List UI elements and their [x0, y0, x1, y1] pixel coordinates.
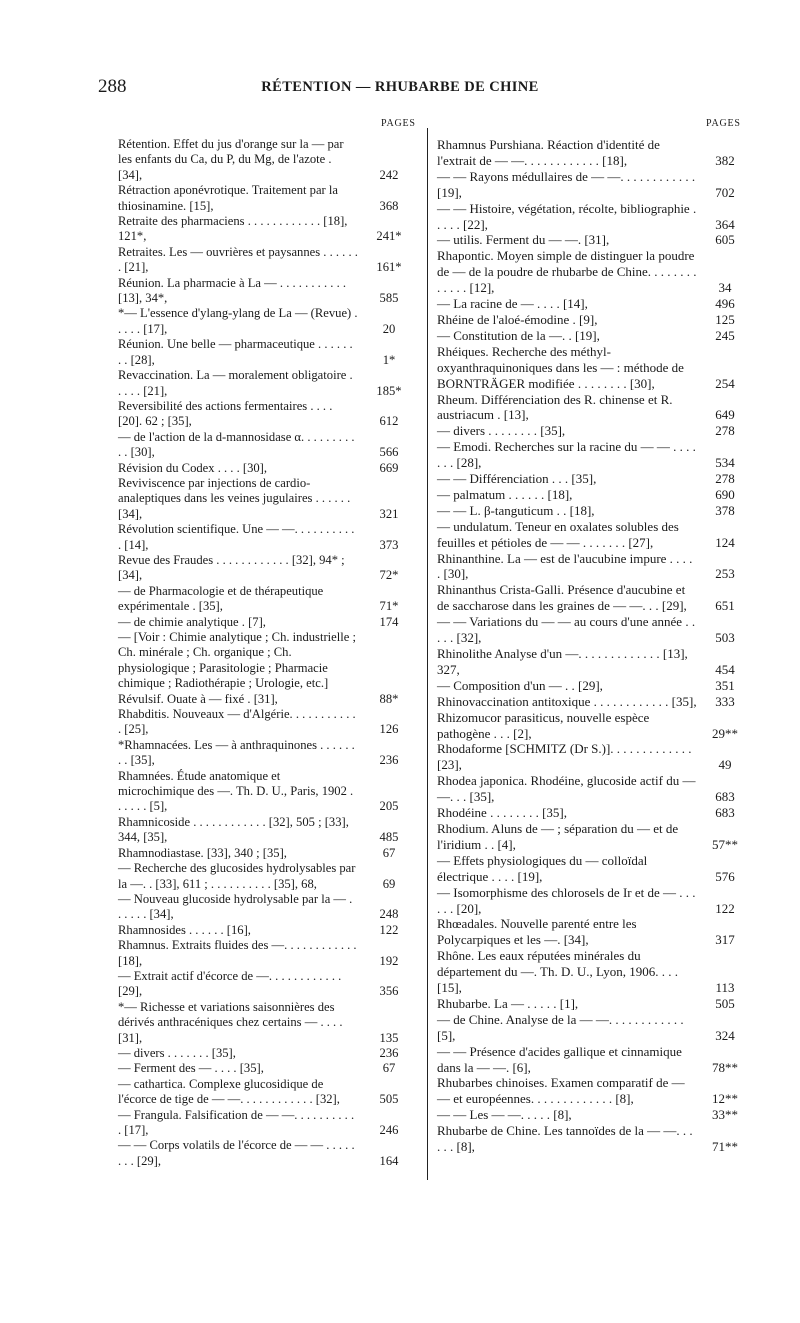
entry-page: 683: [715, 805, 735, 821]
entry-text: Reviviscence par injections de cardio-analeptiques dans les veines jugulaires . . . . . . [34],: [118, 475, 351, 521]
index-entry: [118, 337, 414, 368]
index-entry: [118, 1000, 414, 1046]
entry-text: Révision du Codex . . . . [30],: [118, 460, 268, 475]
entry-page: 454: [715, 661, 735, 677]
entry-text: Rhubarbes chinoises. Examen comparatif de — — et européennes. . . . . . . . . . . . . [8],: [437, 1075, 685, 1107]
index-entry: [437, 392, 747, 424]
index-entry: [118, 938, 414, 969]
entry-page: 253: [715, 566, 735, 582]
entry-text: Rhinanthus Crista-Galli. Présence d'aucubine et de saccharose dans les graines de — —. . . [29],: [437, 582, 687, 614]
entry-text: *— Richesse et variations saisonnières des dérivés anthracéniques chez certains — . . . . [31],: [118, 999, 343, 1045]
entry-page: 33**: [712, 1107, 738, 1123]
entry-text: Revaccination. La — moralement obligatoire . . . . . [21],: [118, 368, 353, 398]
index-entry: [118, 769, 414, 815]
entry-text: Rhéiques. Recherche des méthyl-oxyanthraquinoniques dans les — : méthode de BORNTRÄGER modifiée . . . . . . . . [30],: [437, 343, 684, 391]
entry-text: — Constitution de la —. . [19],: [437, 327, 600, 343]
entry-text: Rhodium. Aluns de — ; séparation du — et de l'iridium . . [4],: [437, 820, 679, 852]
right-column: [437, 137, 747, 1155]
entry-page: 1*: [382, 352, 396, 367]
entry-text: Rhizomucor parasiticus, nouvelle espèce pathogène . . . [2],: [437, 709, 650, 741]
entry-page: 690: [715, 486, 735, 502]
index-entry: [118, 584, 414, 615]
entry-page: 236: [379, 1045, 399, 1060]
entry-page: 605: [715, 232, 735, 248]
entry-text: Rétraction aponévrotique. Traitement par la thiosinamine. [15],: [118, 183, 338, 213]
index-entry: [437, 582, 747, 614]
index-entry: [118, 183, 414, 214]
entry-page: 585: [379, 291, 399, 306]
entry-text: — — Les — —. . . . . [8],: [437, 1107, 572, 1123]
entry-text: Rhône. Les eaux réputées minérales du département du —. Th. D. U., Lyon, 1906. . . . [15],: [437, 948, 678, 996]
entry-page: 368: [379, 198, 399, 213]
index-entry: [118, 969, 414, 1000]
index-entry: [437, 344, 747, 392]
index-entry: [437, 1075, 747, 1107]
entry-text: Rhamnus Purshiana. Réaction d'identité de l'extrait de — —. . . . . . . . . . . . [18],: [437, 137, 660, 168]
entry-page: 67: [382, 845, 396, 860]
index-entry: [437, 137, 747, 169]
entry-page: 496: [715, 296, 735, 312]
entry-text: Rhinolithe Analyse d'un —. . . . . . . . . . . . . [13], 327,: [437, 646, 688, 677]
index-entry: [437, 710, 747, 742]
entry-page: 242: [379, 167, 399, 182]
pages-label-left: PAGES: [381, 118, 416, 129]
entry-text: — cathartica. Complexe glucosidique de l'écorce de tige de — —. . . . . . . . . . . . [32],: [118, 1076, 340, 1107]
entry-text: Retraites. Les — ouvrières et paysannes . . . . . . . [21],: [118, 244, 358, 275]
entry-text: Rétention. Effet du jus d'orange sur la — par les enfants du Ca, du P, du Mg, de l'azote . [34],: [118, 137, 344, 182]
entry-text: Rhubarbe de Chine. Les tannoïdes de la — —. . . . . . [8],: [437, 1123, 693, 1155]
entry-page: 485: [379, 830, 399, 845]
entry-page: 185*: [376, 383, 402, 398]
entry-page: 122: [379, 922, 399, 937]
entry-text: — — L. β-tanguticum . . [18],: [437, 502, 595, 518]
entry-page: 505: [379, 1092, 399, 1107]
index-entry: [118, 815, 414, 846]
entry-page: 245: [715, 327, 735, 343]
index-entry: [437, 821, 747, 853]
entry-text: Rhodaforme [SCHMITZ (Dr S.)]. . . . . . . . . . . . . [23],: [437, 741, 692, 773]
index-entry: [118, 137, 414, 183]
entry-page: 612: [379, 414, 399, 429]
entry-text: — divers . . . . . . . [35],: [118, 1045, 236, 1060]
index-entry: [118, 1061, 414, 1076]
entry-text: — de Pharmacologie et de thérapeutique expérimentale . [35],: [118, 583, 324, 614]
entry-text: — Isomorphisme des chlorosels de Ir et de — . . . . . . [20],: [437, 884, 696, 916]
entry-page: 122: [715, 900, 735, 916]
entry-text: Réunion. Une belle — pharmaceutique . . . . . . . . [28],: [118, 337, 353, 367]
index-entry: [437, 519, 747, 551]
entry-page: 669: [379, 460, 399, 475]
entry-page: 174: [379, 614, 399, 629]
page-number: 288: [98, 76, 127, 97]
entry-page: 78**: [712, 1059, 738, 1075]
entry-page: 124: [715, 534, 735, 550]
entry-text: — divers . . . . . . . . [35],: [437, 423, 566, 439]
index-entry: [118, 522, 414, 553]
entry-text: — Extrait actif d'écorce de —. . . . . . . . . . . . [29],: [118, 968, 342, 999]
index-entry: [118, 368, 414, 399]
entry-page: 378: [715, 502, 735, 518]
entry-page: 69: [382, 876, 396, 891]
entry-page: 236: [379, 753, 399, 768]
entry-text: Rhamnodiastase. [33], 340 ; [35],: [118, 845, 287, 860]
entry-page: 382: [715, 152, 735, 168]
entry-text: Rheum. Différenciation des R. chinense et R. austriacum . [13],: [437, 391, 673, 423]
entry-page: 373: [379, 537, 399, 552]
index-entry: [118, 461, 414, 476]
index-entry: [437, 741, 747, 773]
index-entry: [118, 892, 414, 923]
entry-text: — Nouveau glucoside hydrolysable par la — . . . . . . [34],: [118, 891, 353, 922]
index-entry: [437, 614, 747, 646]
entry-text: — — Histoire, végétation, récolte, bibliographie . . . . . [22],: [437, 200, 697, 232]
entry-page: 324: [715, 1027, 735, 1043]
index-entry: [437, 471, 747, 487]
index-entry: [437, 948, 747, 996]
entry-page: 164: [379, 1153, 399, 1168]
entry-text: — Ferment des — . . . . [35],: [118, 1061, 264, 1076]
entry-page: 317: [715, 932, 735, 948]
index-entry: [437, 805, 747, 821]
index-entry: [437, 853, 747, 885]
entry-text: Réunion. La pharmacie à La — . . . . . . . . . . . [13], 34*,: [118, 275, 347, 306]
entry-text: — — Présence d'acides gallique et cinnamique dans la — —. [6],: [437, 1043, 682, 1075]
index-entry: [437, 503, 747, 519]
index-entry: [118, 245, 414, 276]
entry-text: — Emodi. Recherches sur la racine du — — . . . . . . . [28],: [437, 439, 696, 471]
index-entry: [118, 399, 414, 430]
index-entry: [437, 996, 747, 1012]
entry-page: 71*: [379, 599, 399, 614]
index-entry: [437, 312, 747, 328]
entry-text: Rhodéine . . . . . . . . [35],: [437, 805, 567, 821]
entry-page: 576: [715, 868, 735, 884]
entry-page: 113: [715, 980, 735, 996]
entry-page: 34: [718, 280, 732, 296]
pages-label-right: PAGES: [706, 118, 741, 129]
index-entry: [118, 1077, 414, 1108]
index-entry: [437, 328, 747, 344]
index-entry: [437, 1044, 747, 1076]
index-entry: [437, 916, 747, 948]
entry-page: 246: [379, 1123, 399, 1137]
entry-page: 126: [379, 722, 399, 737]
entry-page: 333: [715, 693, 735, 709]
entry-text: *Rhamnacées. Les — à anthraquinones . . . . . . . . [35],: [118, 737, 355, 768]
index-entry: [118, 1138, 414, 1169]
entry-text: Rhamnicoside . . . . . . . . . . . . [32], 505 ; [33], 344, [35],: [118, 814, 349, 845]
entry-text: Reversibilité des actions fermentaires . . . . [20]. 62 ; [35],: [118, 398, 333, 429]
index-entry: [437, 678, 747, 694]
entry-page: 192: [379, 953, 399, 968]
entry-page: 566: [379, 445, 399, 460]
entry-page: 356: [379, 984, 399, 999]
entry-page: 71**: [712, 1139, 738, 1155]
entry-page: 702: [715, 184, 735, 200]
entry-page: 278: [715, 423, 735, 439]
index-entry: [437, 439, 747, 471]
entry-text: Rhinovaccination antitoxique . . . . . . . . . . . . [35],: [437, 693, 697, 709]
entry-page: 534: [715, 455, 735, 471]
entry-text: Rhéine de l'aloé-émodine . [9],: [437, 311, 598, 327]
column-divider: [427, 128, 428, 1180]
index-entry: [118, 1108, 414, 1139]
running-title: RÉTENTION — RHUBARBE DE CHINE: [261, 79, 539, 95]
index-entry: [437, 1123, 747, 1155]
entry-text: Rhodea japonica. Rhodéine, glucoside actif du — —. . . [35],: [437, 773, 696, 805]
entry-text: — La racine de — . . . . [14],: [437, 296, 588, 312]
entry-page: 49: [718, 757, 732, 773]
entry-page: 254: [715, 375, 735, 391]
index-entry: [437, 423, 747, 439]
entry-page: 248: [379, 907, 399, 922]
entry-text: Rhœadales. Nouvelle parenté entre les Polycarpiques et les —. [34],: [437, 916, 637, 948]
entry-page: 278: [715, 471, 735, 487]
entry-text: — utilis. Ferment du — —. [31],: [437, 232, 610, 248]
entry-text: Rhinanthine. La — est de l'aucubine impure . . . . . [30],: [437, 550, 693, 582]
entry-page: 503: [715, 630, 735, 646]
index-entry: [118, 707, 414, 738]
entry-text: — Frangula. Falsification de — —. . . . . . . . . . . [17],: [118, 1107, 355, 1137]
index-entry: [437, 646, 747, 678]
index-entry: [437, 201, 747, 233]
entry-page: 649: [715, 407, 735, 423]
entry-page: 321: [379, 506, 399, 521]
entry-text: — de l'action de la d-mannosidase α. . . . . . . . . . . [30],: [118, 429, 355, 460]
entry-page: 29**: [712, 725, 738, 741]
entry-page: 205: [379, 799, 399, 814]
entry-page: 20: [382, 321, 396, 336]
page-header: [0, 76, 800, 100]
entry-text: — Composition d'un — . . [29],: [437, 677, 603, 693]
index-entry: [437, 169, 747, 201]
entry-text: — [Voir : Chimie analytique ; Ch. industrielle ; Ch. minérale ; Ch. organique ; Ch. physiologique ; Parasitologie ; Pharmacie chimique ; Radiothérapie ; Urologie, etc.]: [118, 630, 356, 691]
index-entry: [437, 885, 747, 917]
entry-page: 161*: [376, 260, 402, 275]
index-entry: [118, 923, 414, 938]
index-entry: [118, 738, 414, 769]
index-entry: [118, 276, 414, 307]
entry-text: Retraite des pharmaciens . . . . . . . . . . . . [18], 121*,: [118, 214, 348, 244]
entry-text: *— L'essence d'ylang-ylang de La — (Revue) . . . . . [17],: [118, 306, 358, 336]
entry-page: 67: [382, 1061, 396, 1076]
entry-page: 12**: [712, 1091, 738, 1107]
entry-text: Rhamnées. Étude anatomique et microchimique des —. Th. D. U., Paris, 1902 . . . . . . [5],: [118, 768, 354, 814]
index-entry: [118, 630, 414, 692]
entry-text: Rhapontic. Moyen simple de distinguer la poudre de — de la poudre de rhubarbe de Chine. . . . . . . . . . . . . [12],: [437, 248, 697, 296]
entry-text: — Effets physiologiques du — colloïdal électrique . . . . [19],: [437, 852, 648, 884]
entry-text: Rhabditis. Nouveaux — d'Algérie. . . . . . . . . . . . [25],: [118, 707, 356, 737]
entry-text: Revue des Fraudes . . . . . . . . . . . . [32], 94* ; [34],: [118, 552, 345, 583]
index-entry: [118, 430, 414, 461]
entry-page: 88*: [379, 691, 399, 706]
entry-page: 505: [715, 995, 735, 1011]
entry-text: — de chimie analytique . [7],: [118, 614, 266, 629]
entry-text: — palmatum . . . . . . [18],: [437, 486, 573, 502]
entry-text: — Recherche des glucosides hydrolysables par la —. . [33], 611 ; . . . . . . . . . . [35], 68,: [118, 861, 356, 891]
entry-text: Révolution scientifique. Une — —. . . . . . . . . . . [14],: [118, 522, 355, 552]
index-entry: [437, 1107, 747, 1123]
entry-text: — undulatum. Teneur en oxalates solubles des feuilles et pétioles de — — . . . . . . . [27],: [437, 518, 679, 550]
index-entry: [437, 296, 747, 312]
index-entry: [437, 551, 747, 583]
index-entry: [118, 476, 414, 522]
entry-text: Rhamnosides . . . . . . [16],: [118, 922, 251, 937]
index-entry: [118, 846, 414, 861]
entry-page: 683: [715, 789, 735, 805]
entry-text: Rhubarbe. La — . . . . . [1],: [437, 995, 579, 1011]
entry-text: Révulsif. Ouate à — fixé . [31],: [118, 691, 278, 706]
entry-page: 351: [715, 677, 735, 693]
entry-page: 125: [715, 311, 735, 327]
index-entry: [118, 615, 414, 630]
index-entry: [118, 553, 414, 584]
entry-page: 72*: [379, 568, 399, 583]
entry-page: 241*: [376, 229, 402, 244]
entry-text: — — Corps volatils de l'écorce de — — . . . . . . . . [29],: [118, 1138, 355, 1168]
entry-text: — — Rayons médullaires de — —. . . . . . . . . . . . [19],: [437, 168, 696, 200]
entry-page: 57**: [712, 836, 738, 852]
index-entry: [118, 861, 414, 892]
index-entry: [437, 487, 747, 503]
entry-text: — — Variations du — — au cours d'une année . . . . . [32],: [437, 614, 696, 646]
entry-text: — — Différenciation . . . [35],: [437, 471, 597, 487]
index-entry: [437, 232, 747, 248]
entry-page: 651: [715, 598, 735, 614]
left-column: [118, 137, 414, 1169]
index-entry: [118, 214, 414, 245]
entry-text: Rhamnus. Extraits fluides des —. . . . . . . . . . . . [18],: [118, 938, 357, 968]
entry-text: — de Chine. Analyse de la — —. . . . . . . . . . . . [5],: [437, 1011, 684, 1043]
index-entry: [437, 248, 747, 296]
index-entry: [437, 694, 747, 710]
entry-page: 135: [379, 1030, 399, 1045]
index-entry: [118, 692, 414, 707]
index-entry: [437, 773, 747, 805]
index-entry: [118, 306, 414, 337]
entry-page: 364: [715, 216, 735, 232]
index-entry: [118, 1046, 414, 1061]
index-entry: [437, 1012, 747, 1044]
